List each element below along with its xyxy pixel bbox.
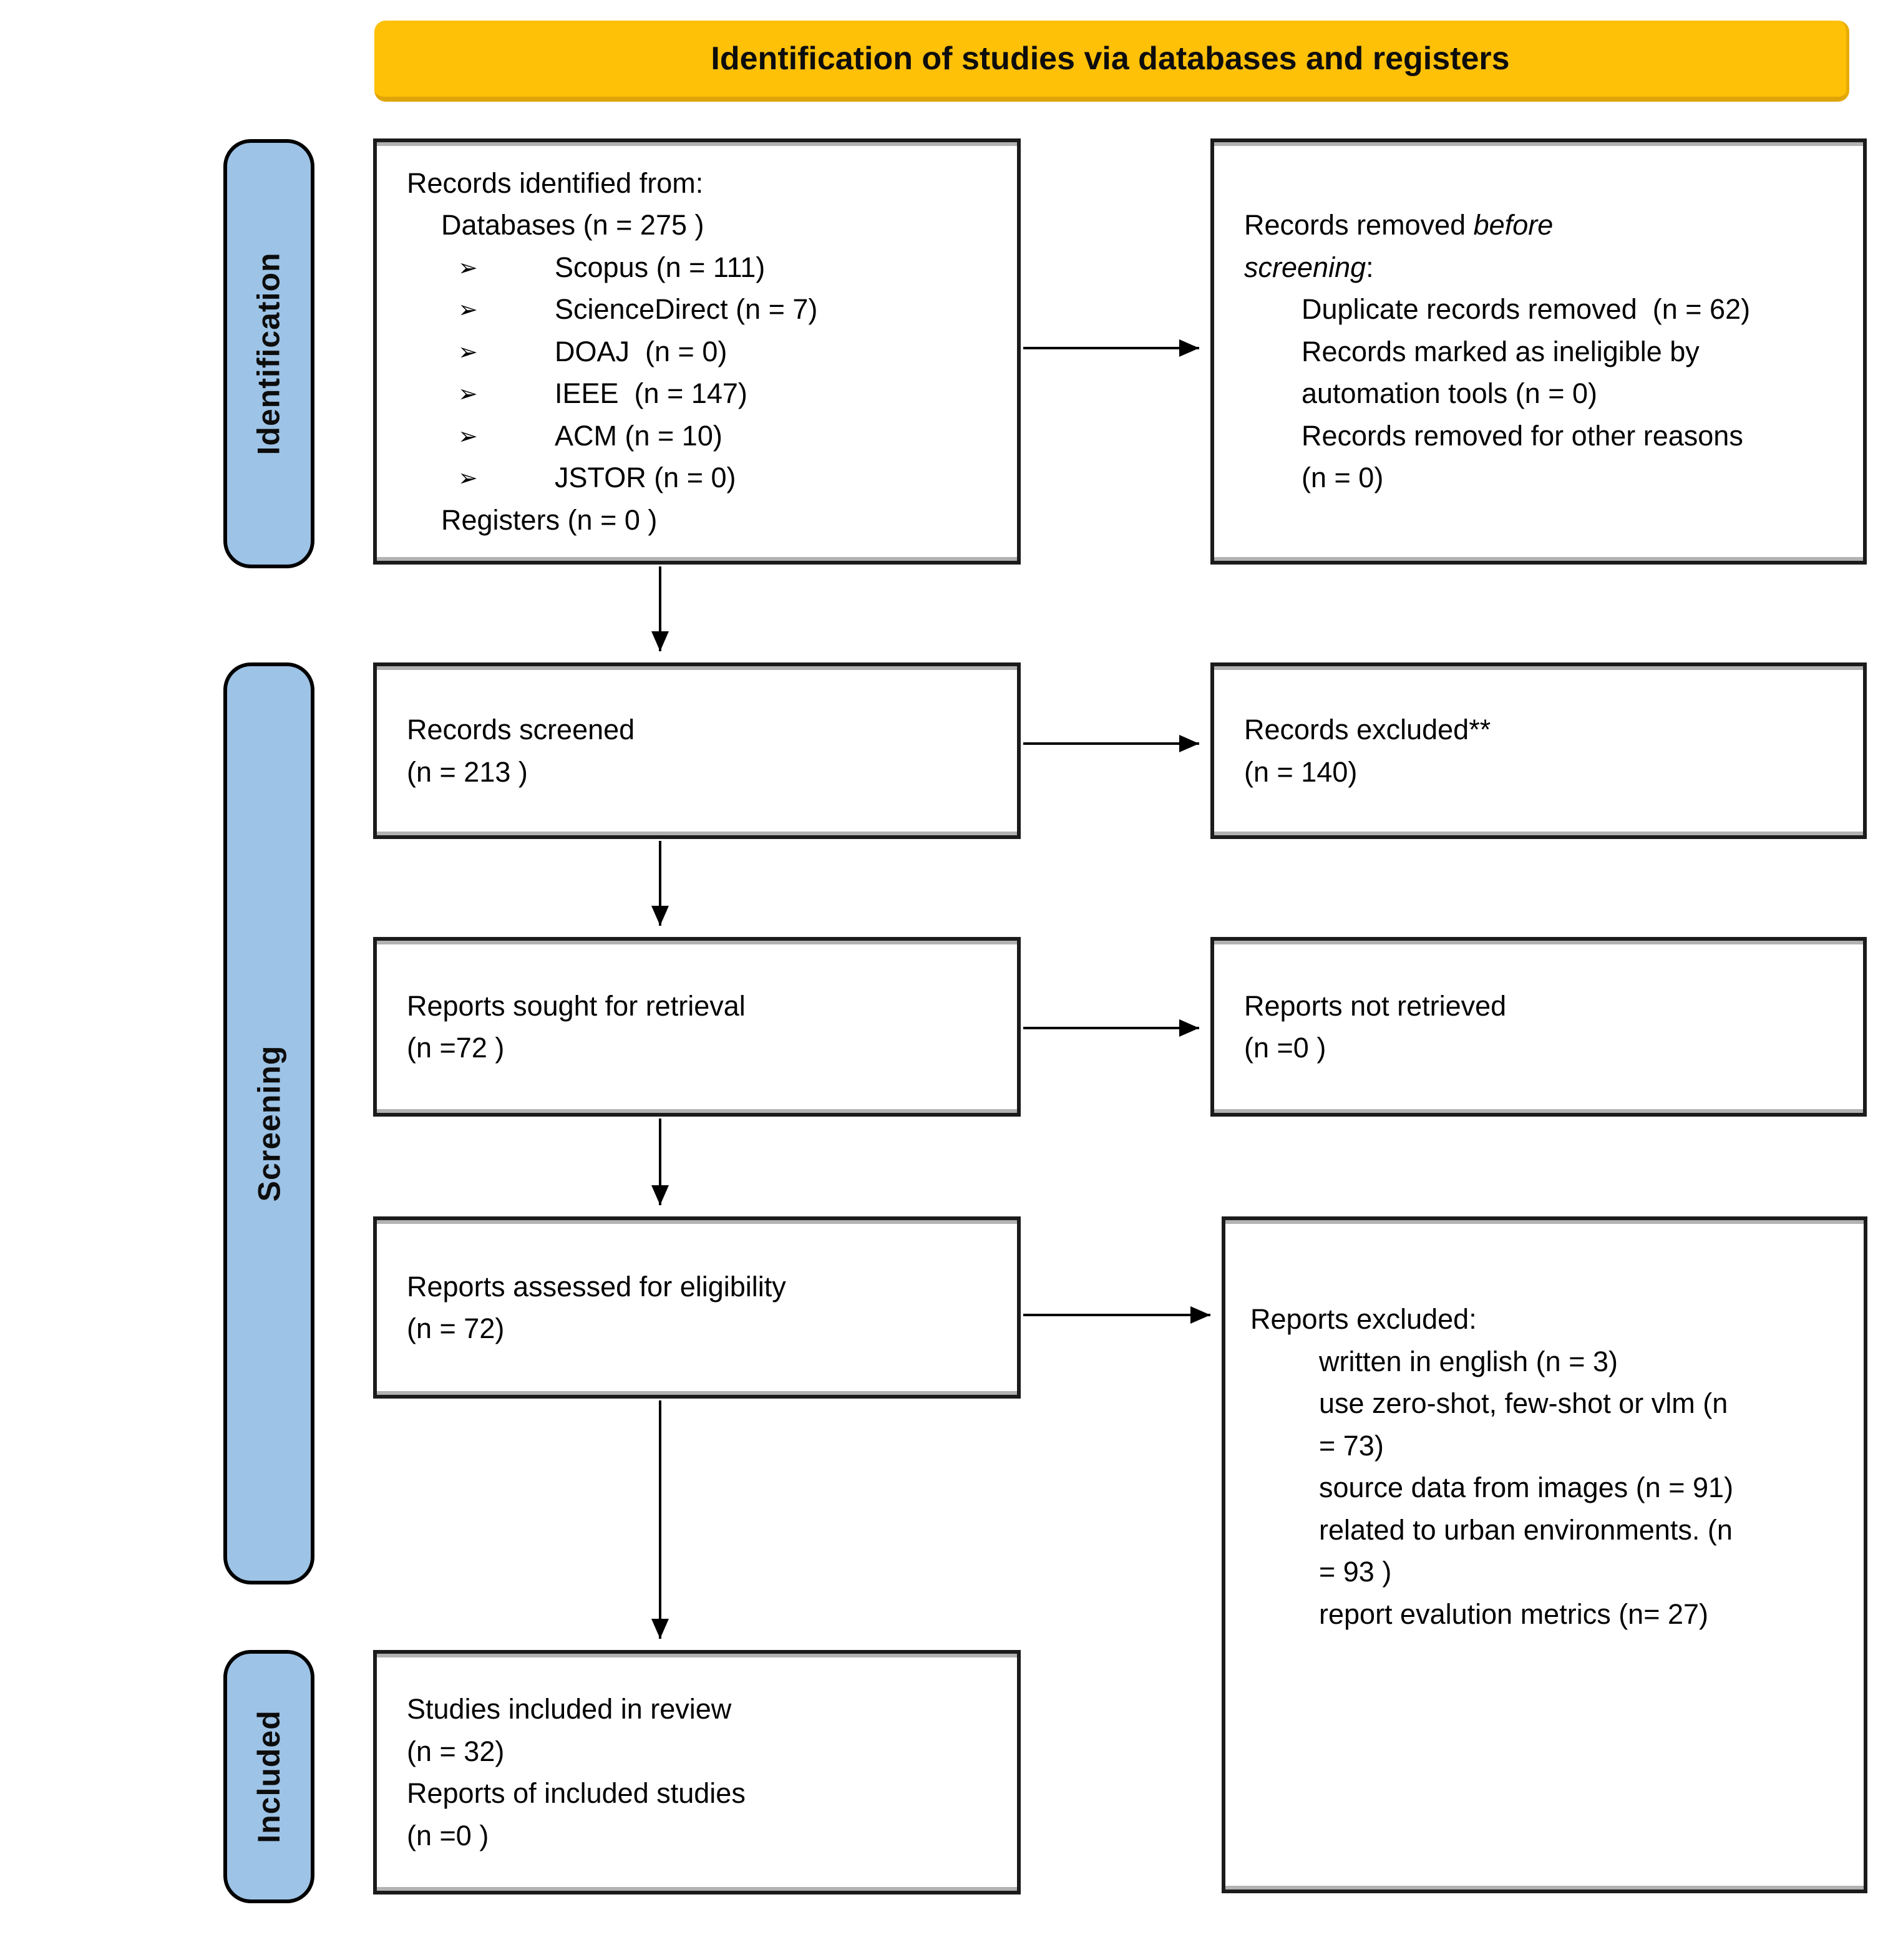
- reports-assessed-count: (n = 72): [407, 1312, 505, 1344]
- reports-excluded-title: Reports excluded:: [1250, 1303, 1477, 1335]
- list-item: [407, 372, 992, 415]
- records-removed-title-normal: Records removed: [1244, 209, 1474, 241]
- records-excluded-count: (n = 140): [1244, 755, 1358, 788]
- box-records-removed: [1210, 138, 1867, 565]
- box-reports-assessed: [373, 1216, 1021, 1399]
- reports-included-title: Reports of included studies: [407, 1777, 746, 1809]
- database-source: DOAJ (n = 0): [555, 335, 727, 367]
- reports-sought-title: Reports sought for retrieval: [407, 989, 746, 1022]
- arrowhead-bullet-icon: ➢: [458, 296, 478, 324]
- banner-title: Identification of studies via databases and registers: [711, 41, 1510, 77]
- box-records-screened: [373, 662, 1021, 839]
- reports-not-retrieved-title: Reports not retrieved: [1244, 989, 1507, 1022]
- exclusion-reason: source data from images (n = 91): [1319, 1472, 1734, 1503]
- stage-identification: [223, 139, 314, 568]
- exclusion-reason: report evalution metrics (n= 27): [1319, 1598, 1709, 1630]
- stage-screening: [223, 662, 314, 1584]
- arrowhead-bullet-icon: ➢: [458, 337, 478, 366]
- records-removed-title-italic: before screening: [1244, 209, 1561, 283]
- stage-identification-label: Identification: [251, 252, 287, 455]
- exclusion-reason: written in english (n = 3): [1319, 1345, 1618, 1377]
- records-removed-title-suffix: :: [1366, 251, 1374, 283]
- stage-included-label: Included: [251, 1710, 287, 1843]
- studies-included-title: Studies included in review: [407, 1693, 732, 1725]
- records-screened-count: (n = 213 ): [407, 755, 528, 788]
- reports-assessed-title: Reports assessed for eligibility: [407, 1270, 786, 1303]
- database-source: ScienceDirect (n = 7): [555, 293, 818, 326]
- studies-included-count: (n = 32): [407, 1735, 505, 1767]
- list-item: [407, 457, 992, 499]
- records-removed-title: [1244, 204, 1668, 288]
- box-reports-not-retrieved: [1210, 937, 1867, 1117]
- arrowhead-bullet-icon: ➢: [458, 464, 478, 492]
- stage-screening-label: Screening: [251, 1045, 286, 1202]
- database-source: Scopus (n = 111): [555, 251, 766, 283]
- arrowhead-bullet-icon: ➢: [458, 422, 478, 450]
- removed-reason: Records marked as ineligible by automation tools (n = 0): [1301, 335, 1708, 410]
- database-source: ACM (n = 10): [555, 419, 722, 452]
- records-screened-title: Records screened: [407, 714, 635, 745]
- list-item: [407, 415, 992, 457]
- removed-reason: Duplicate records removed (n = 62): [1301, 293, 1751, 326]
- registers-count: Registers (n = 0 ): [441, 503, 658, 536]
- reports-not-retrieved-count: (n =0 ): [1244, 1032, 1326, 1064]
- box-reports-sought: [373, 937, 1021, 1117]
- list-item: [407, 288, 992, 331]
- arrowhead-bullet-icon: ➢: [458, 380, 478, 408]
- box-records-excluded: [1210, 662, 1867, 839]
- exclusion-reason: related to urban environments. (n = 93 ): [1319, 1513, 1741, 1588]
- databases-count: Databases (n = 275 ): [441, 209, 704, 241]
- database-source: JSTOR (n = 0): [555, 462, 736, 494]
- box-reports-excluded: [1222, 1216, 1867, 1893]
- database-source: IEEE (n = 147): [555, 377, 747, 410]
- list-item: [407, 331, 992, 373]
- reports-included-count: (n =0 ): [407, 1819, 489, 1851]
- records-excluded-title: Records excluded**: [1244, 714, 1491, 745]
- stage-included: [223, 1650, 314, 1903]
- records-identified-title: Records identified from:: [407, 167, 704, 199]
- removed-reason: Records removed for other reasons (n = 0): [1301, 419, 1751, 494]
- exclusion-reason: use zero-shot, few-shot or vlm (n = 73): [1319, 1387, 1736, 1462]
- box-records-identified: [373, 138, 1021, 565]
- list-item: [407, 246, 992, 289]
- arrowhead-bullet-icon: ➢: [458, 253, 478, 281]
- box-studies-included: [373, 1650, 1021, 1895]
- banner: [374, 21, 1849, 102]
- reports-sought-count: (n =72 ): [407, 1032, 505, 1064]
